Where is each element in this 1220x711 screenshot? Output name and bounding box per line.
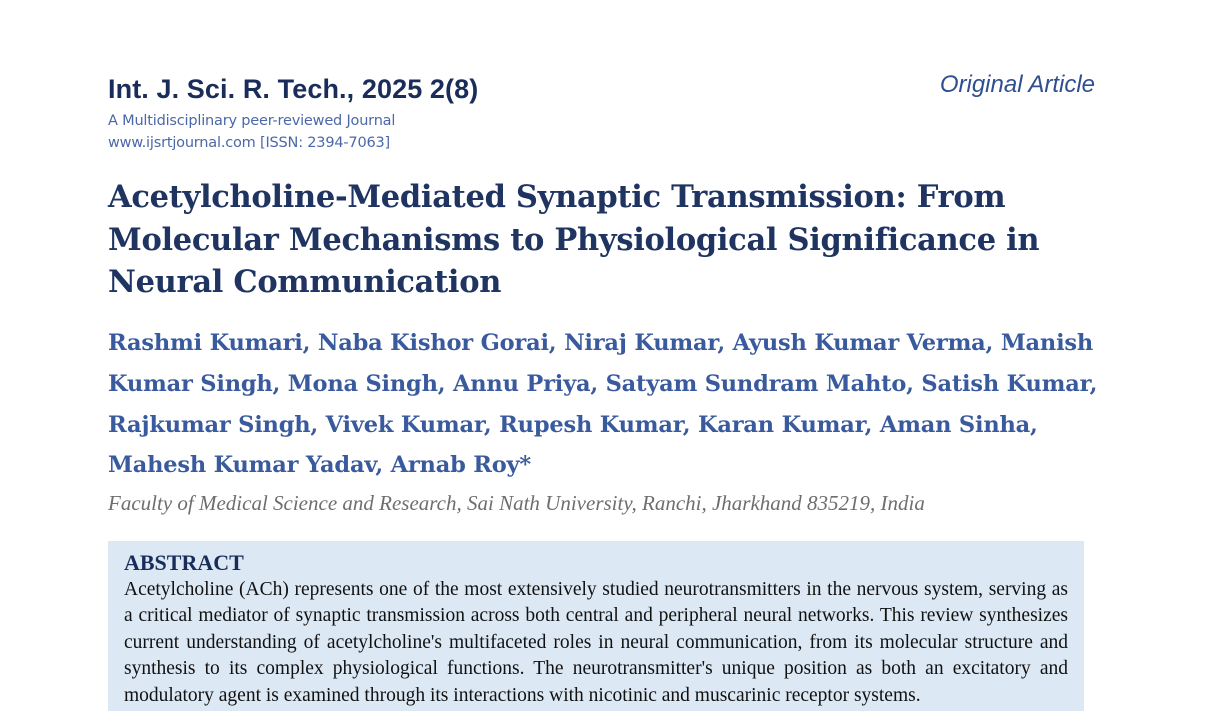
abstract-section <box>108 541 1084 711</box>
abstract-heading: ABSTRACT <box>124 550 244 575</box>
paper-title: Acetylcholine-Mediated Synaptic Transmission: From Molecular Mechanisms to Physiological Significance in Neural Communication <box>108 179 1040 300</box>
author-affiliation: Faculty of Medical Science and Research, Sai Nath University, Ranchi, Jharkhand 835219, India <box>108 491 925 515</box>
journal-tagline: A Multidisciplinary peer-reviewed Journal <box>108 113 396 129</box>
article-type-label: Original Article <box>939 71 1095 98</box>
abstract-text: Acetylcholine (ACh) represents one of the most extensively studied neurotransmitters in the nervous system, serving as a critical mediator of synaptic transmission across both central and peripheral neural networks. This review synthesizes current understanding of acetylcholine's multifaceted roles in neural communication, from its molecular structure and synthesis to its complex physiological functions. The neurotransmitter's unique position as both an excitatory and modulatory agent is examined through its interactions with nicotinic and muscarinic receptor systems. <box>124 579 1068 706</box>
journal-title: Int. J. Sci. R. Tech., 2025 2(8) <box>108 74 479 104</box>
journal-website-issn[interactable]: www.ijsrtjournal.com [ISSN: 2394-7063] <box>108 135 390 151</box>
author-list: Rashmi Kumari, Naba Kishor Gorai, Niraj Kumar, Ayush Kumar Verma, Manish Kumar Singh, Mona Singh, Annu Priya, Satyam Sundram Mahto, Satish Kumar, Rajkumar Singh, Vivek Kumar, Rupesh Kumar, Karan Kumar, Aman Sinha, Mahesh Kumar Yadav, Arnab Roy* <box>108 330 1098 479</box>
